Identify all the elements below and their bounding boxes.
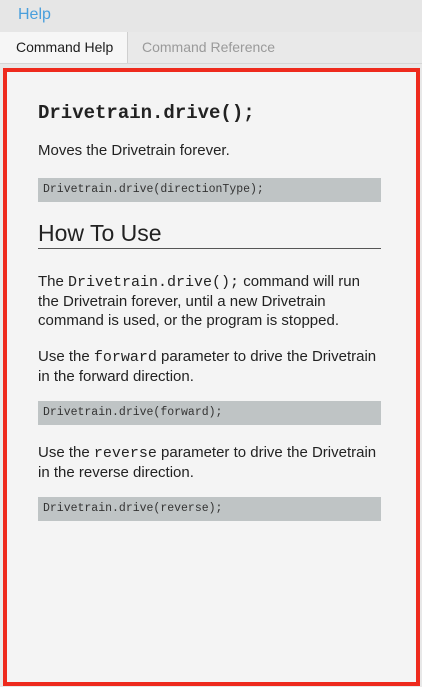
forward-text-end: parameter to drive the Drivetrain in the forward direction.	[38, 348, 377, 385]
command-title: Drivetrain.drive();	[38, 102, 255, 124]
help-content-panel[interactable]	[3, 68, 420, 686]
help-header-bar	[0, 0, 422, 32]
inline-code: Drivetrain.drive();	[68, 274, 240, 291]
how-to-use-heading: How To Use	[38, 220, 381, 249]
inline-code-reverse: reverse	[93, 445, 157, 462]
reverse-paragraph	[38, 443, 381, 482]
tab-command-help[interactable]: Command Help	[0, 32, 128, 63]
help-link[interactable]: Help	[18, 6, 51, 23]
tab-command-reference[interactable]: Command Reference	[142, 39, 276, 55]
usage-text-start: The	[38, 273, 69, 290]
syntax-code-block: Drivetrain.drive(directionType);	[38, 178, 381, 202]
help-tabs	[0, 32, 422, 64]
reverse-example-code-block: Drivetrain.drive(reverse);	[38, 497, 381, 521]
forward-paragraph	[38, 347, 381, 386]
reverse-text-end: parameter to drive the Drivetrain in the reverse direction.	[38, 444, 377, 481]
forward-example-code-block: Drivetrain.drive(forward);	[38, 401, 381, 425]
forward-text-start: Use the	[38, 348, 94, 365]
inline-code-forward: forward	[93, 349, 157, 366]
command-description: Moves the Drivetrain forever.	[38, 142, 230, 159]
usage-paragraph	[38, 272, 381, 330]
reverse-text-start: Use the	[38, 444, 94, 461]
usage-text-end: command will run the Drivetrain forever, until a new Drivetrain command is used, or the program is stopped.	[38, 273, 360, 329]
